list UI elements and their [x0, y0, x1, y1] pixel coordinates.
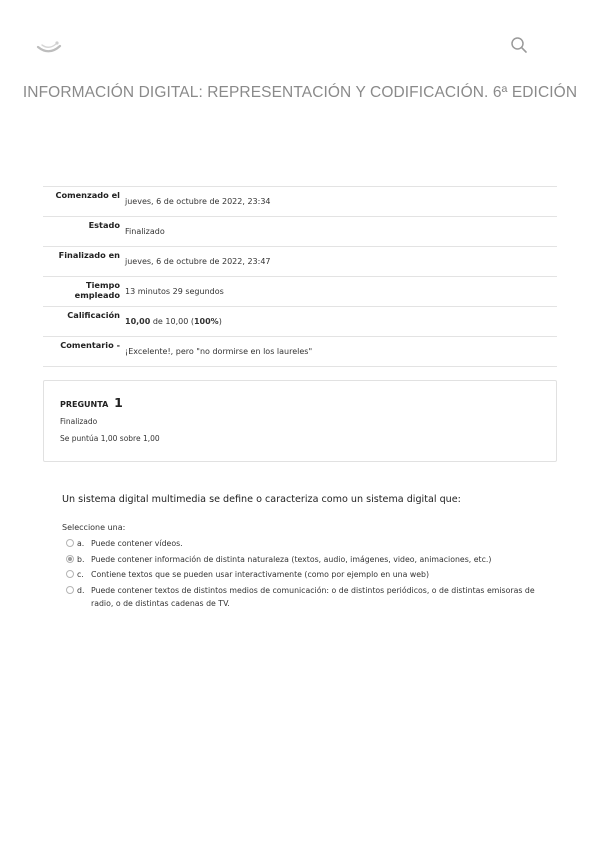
summary-value: ¡Excelente!, pero "no dormirse en los laureles" — [125, 347, 313, 356]
summary-label: Comenzado el — [55, 190, 120, 200]
summary-value — [125, 307, 557, 337]
summary-label: Tiempo empleado — [74, 280, 120, 300]
summary-label: Comentario - — [60, 340, 120, 350]
answer-option-b[interactable] — [66, 553, 546, 566]
summary-label: Estado — [88, 220, 120, 230]
answer-prompt: Seleccione una: — [62, 523, 126, 532]
question-heading — [60, 395, 123, 410]
radio-button[interactable] — [66, 539, 74, 547]
summary-row-time — [43, 277, 557, 307]
question-state: Finalizado — [60, 417, 98, 426]
grade-percent: 100% — [193, 317, 219, 326]
attempt-summary-table — [43, 186, 557, 367]
option-text: Puede contener textos de distintos medios de comunicación: o de distintos periódicos, o de distintas emisoras de radio, o de distintas cadenas de TV. — [91, 585, 535, 608]
question-info-card — [43, 380, 557, 462]
option-text: Puede contener información de distinta naturaleza (textos, audio, imágenes, video, animaciones, etc.) — [91, 554, 492, 564]
option-letter: a. — [77, 539, 85, 548]
summary-value: jueves, 6 de octubre de 2022, 23:34 — [125, 197, 271, 206]
summary-value: 13 minutos 29 segundos — [125, 287, 224, 296]
answer-option-d[interactable] — [66, 584, 546, 610]
summary-label: Calificación — [67, 310, 120, 320]
radio-button[interactable] — [66, 570, 74, 578]
answer-option-a[interactable] — [66, 537, 546, 550]
question-label: PREGUNTA — [60, 400, 109, 409]
grade-value: 10,00 — [125, 317, 151, 326]
logo-icon[interactable] — [36, 38, 62, 56]
summary-value: Finalizado — [125, 227, 165, 236]
option-text: Puede contener vídeos. — [91, 539, 183, 548]
option-text: Contiene textos que se pueden usar interactivamente (como por ejemplo en una web) — [91, 570, 430, 579]
summary-row-grade — [43, 307, 557, 337]
question-grade: Se puntúa 1,00 sobre 1,00 — [60, 434, 160, 443]
answer-option-c[interactable] — [66, 568, 546, 581]
summary-row-state — [43, 217, 557, 247]
summary-row-started — [43, 187, 557, 217]
summary-row-finished — [43, 247, 557, 277]
option-letter: b. — [77, 554, 85, 564]
grade-separator: de 10,00 ( — [150, 317, 194, 326]
summary-row-comment — [43, 337, 557, 367]
answer-options — [66, 537, 546, 612]
question-number: 1 — [114, 395, 123, 410]
radio-button[interactable] — [66, 586, 74, 594]
grade-close: ) — [218, 317, 222, 326]
option-letter: d. — [77, 585, 85, 595]
radio-button-selected[interactable] — [66, 555, 74, 563]
question-text: Un sistema digital multimedia se define o caracteriza como un sistema digital que: — [62, 494, 461, 505]
summary-label: Finalizado en — [58, 250, 120, 260]
page-title: INFORMACIÓN DIGITAL: REPRESENTACIÓN Y CODIFICACIÓN. 6ª EDICIÓN — [22, 84, 578, 101]
summary-value: jueves, 6 de octubre de 2022, 23:47 — [125, 257, 271, 266]
option-letter: c. — [77, 570, 84, 579]
search-icon[interactable] — [510, 36, 528, 54]
